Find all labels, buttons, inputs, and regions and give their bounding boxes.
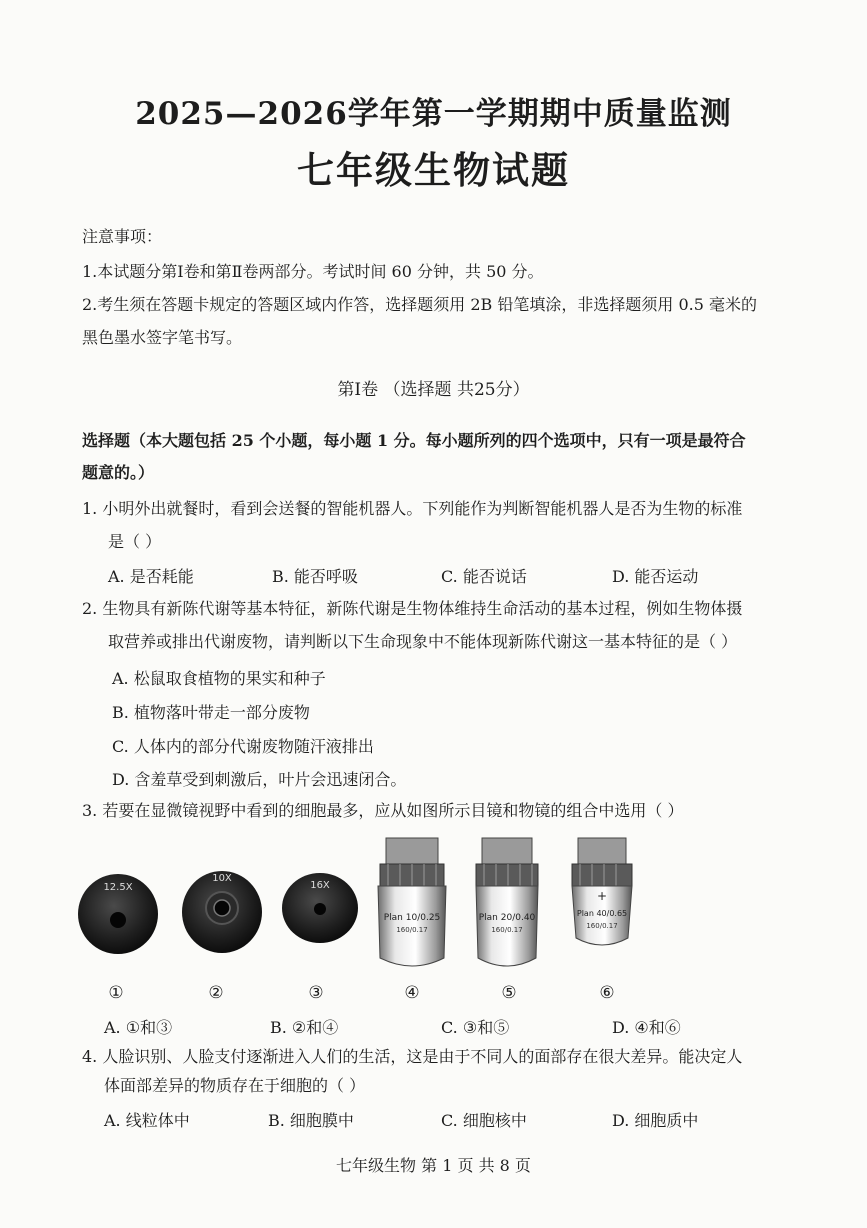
q4-stem-line2: 体面部差异的物质存在于细胞的（ ） [104,1076,366,1095]
notes-item-2-line1: 2.考生须在答题卡规定的答题区域内作答，选择题须用 2B 铅笔填涂，非选择题须用 0.5 毫米的 [82,295,757,314]
exam-title-line1: 2025—2026学年第一学期期中质量监测 [135,96,732,132]
svg-text:+: + [596,889,608,903]
q4-stem-line1: 4. 人脸识别、人脸支付逐渐进入人们的生活，这是由于不同人的面部存在很大差异。能决定人 [82,1047,743,1066]
q2-option-b[interactable]: B. 植物落叶带走一部分废物 [112,703,310,722]
q2-option-a[interactable]: A. 松鼠取食植物的果实和种子 [112,669,326,688]
objective-3-sub: 160/0.17 [586,922,618,930]
q1-option-d[interactable]: D. 能否运动 [612,567,699,586]
q4-option-a[interactable]: A. 线粒体中 [104,1111,190,1130]
figure-number-4: ④ [404,983,420,1003]
figure-number-1: ① [108,983,124,1003]
q2-stem-line1: 2. 生物具有新陈代谢等基本特征，新陈代谢是生物体维持生命活动的基本过程，例如生物体摄 [82,599,743,618]
section-instruction-line1: 选择题（本大题包括 25 个小题，每小题 1 分。每小题所列的四个选项中，只有一项是最符合 [82,431,746,450]
q3-option-d[interactable]: D. ④和⑥ [612,1018,681,1037]
objective-10x [378,838,446,966]
q3-option-b[interactable]: B. ②和④ [270,1018,339,1037]
eyepiece-16x [282,873,358,943]
objective-1-label: Plan 10/0.25 [383,913,441,923]
objective-2-label: Plan 20/0.40 [478,913,536,923]
q4-option-c[interactable]: C. 细胞核中 [441,1111,527,1130]
page-footer: 七年级生物 第 1 页 共 8 页 [336,1156,531,1175]
figure-number-2: ② [208,983,224,1003]
eyepiece-12-5x [78,874,158,954]
eyepiece-3-label: 16X [310,880,330,891]
eyepiece-2-label: 10X [212,873,232,884]
q2-option-d[interactable]: D. 含羞草受到刺激后，叶片会迅速闭合。 [112,770,407,789]
notes-item-2-line2: 黑色墨水签字笔书写。 [82,328,243,347]
q1-stem-line1: 1. 小明外出就餐时，看到会送餐的智能机器人。下列能作为判断智能机器人是否为生物的标准 [82,499,743,518]
section-instruction-line2: 题意的。） [82,463,155,482]
q2-stem-line2: 取营养或排出代谢废物，请判断以下生命现象中不能体现新陈代谢这一基本特征的是（ ） [108,632,738,651]
section-title: 第Ⅰ卷 （选择题 共25分） [337,380,530,400]
objective-20x [476,838,538,966]
exam-title-line2: 七年级生物试题 [297,148,570,192]
q1-option-b[interactable]: B. 能否呼吸 [272,567,358,586]
microscope-lens-figure [70,828,790,1008]
objective-1-sub: 160/0.17 [396,926,428,934]
q1-option-c[interactable]: C. 能否说话 [441,567,527,586]
notes-heading: 注意事项： [82,227,163,246]
eyepiece-1-label: 12.5X [103,882,133,893]
figure-number-5: ⑤ [501,983,517,1003]
figure-number-6: ⑥ [599,983,615,1003]
objective-40x [572,838,632,945]
figure-number-3: ③ [308,983,324,1003]
q3-stem-line1: 3. 若要在显微镜视野中看到的细胞最多，应从如图所示目镜和物镜的组合中选用（ ） [82,801,684,820]
q2-option-c[interactable]: C. 人体内的部分代谢废物随汗液排出 [112,737,374,756]
q4-option-d[interactable]: D. 细胞质中 [612,1111,699,1130]
q1-option-a[interactable]: A. 是否耗能 [108,567,194,586]
q3-option-c[interactable]: C. ③和⑤ [441,1018,510,1037]
objective-2-sub: 160/0.17 [491,926,523,934]
notes-item-1: 1.本试题分第Ⅰ卷和第Ⅱ卷两部分。考试时间 60 分钟，共 50 分。 [82,262,544,281]
q4-option-b[interactable]: B. 细胞膜中 [268,1111,354,1130]
q3-option-a[interactable]: A. ①和③ [104,1018,173,1037]
q1-stem-line2: 是（ ） [108,532,162,551]
objective-3-label: Plan 40/0.65 [576,909,628,918]
eyepiece-10x [182,871,262,953]
